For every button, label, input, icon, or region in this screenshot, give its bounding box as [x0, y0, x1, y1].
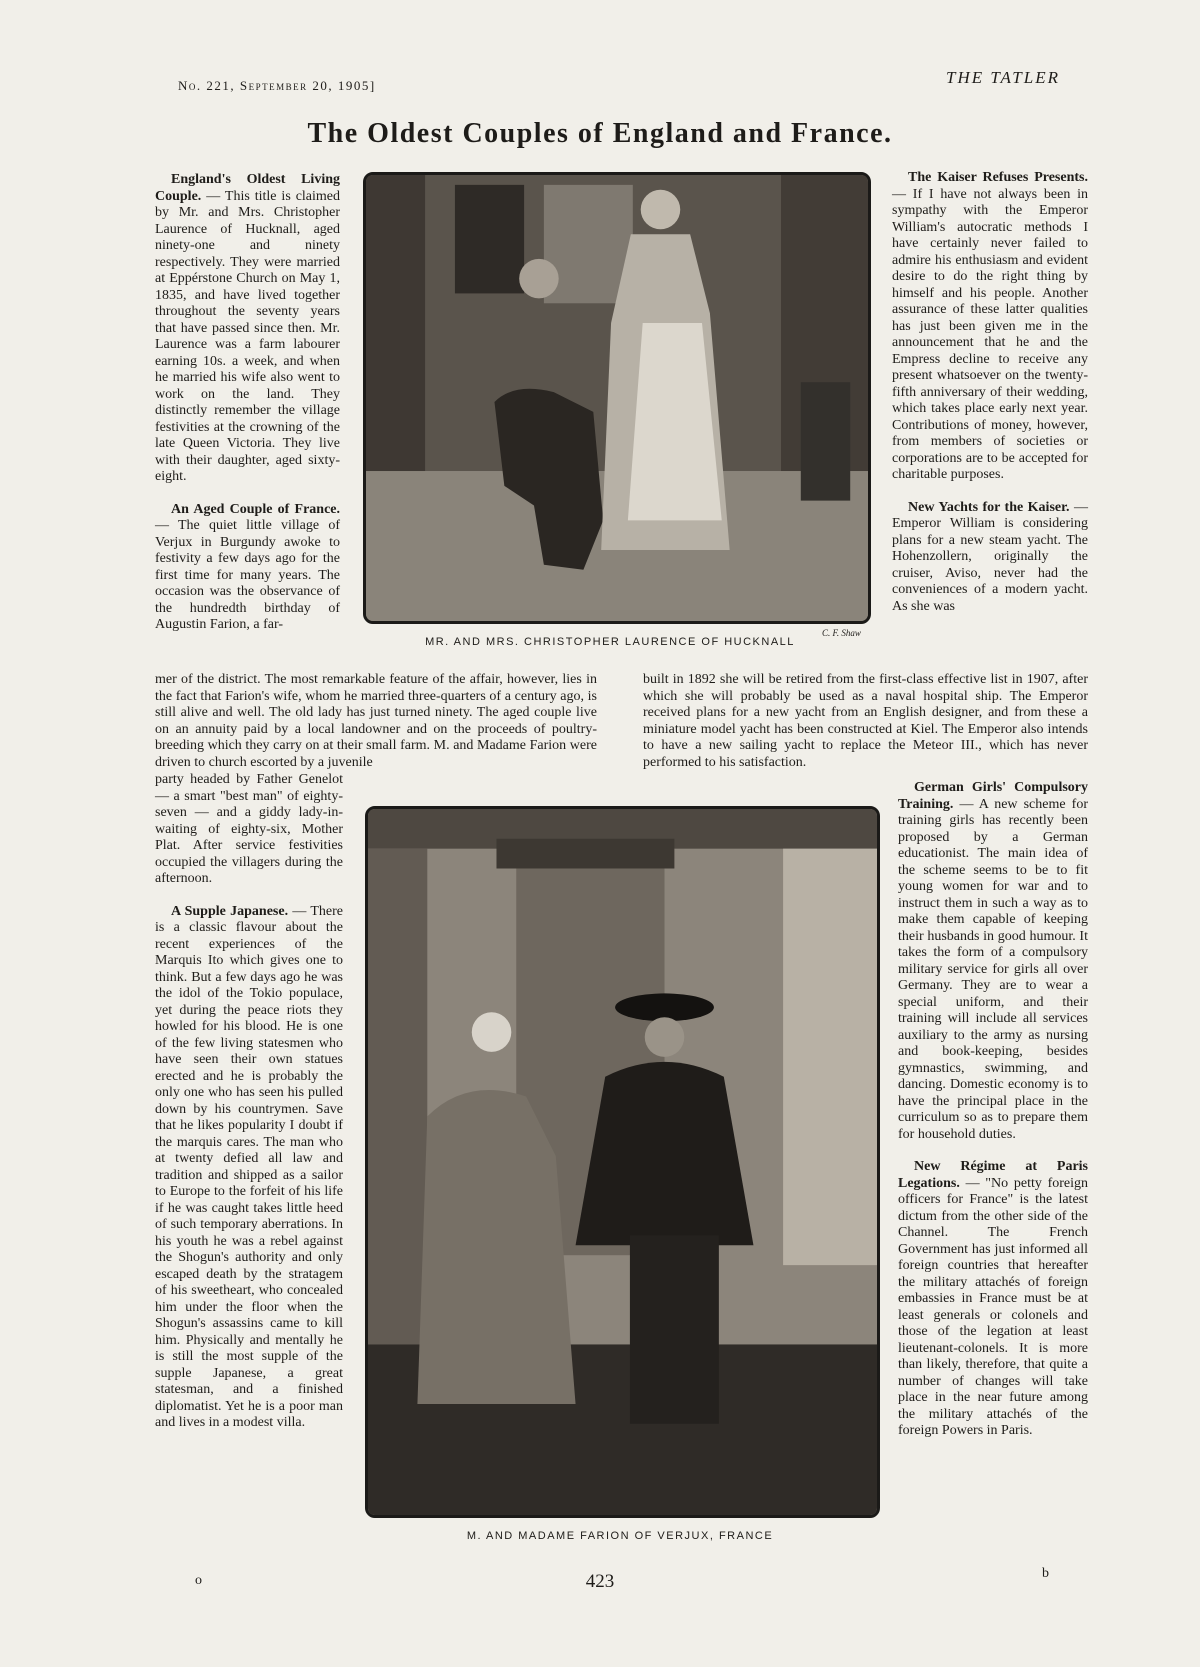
article-heading: An Aged Couple of France. — [171, 501, 340, 517]
lower-left-column — [155, 772, 343, 1432]
article-farion-continued — [155, 772, 343, 888]
photo-farion-image — [368, 809, 877, 1515]
article-france-couple — [155, 502, 340, 634]
photo-laurence-couple — [363, 172, 871, 624]
article-heading: England's Oldest Living Couple. — [155, 172, 340, 204]
continued-yacht-text: built in 1892 she will be retired from the first-class effective list in 1907, after which she will probably be used as a naval hospital ship. The Emperor received plans for a new yacht from an English designer, and from these a miniature model yacht has been constructed at Kiel. The Emperor also intends to have a new sailing yacht to replace the Meteor III., which has never performed to his satisfaction. — [643, 672, 1088, 770]
article-england-couple — [155, 172, 340, 486]
photo-farion-couple — [365, 806, 880, 1518]
photo-laurence-image — [366, 175, 868, 621]
article-heading: German Girls' Compulsory Training. — [898, 780, 1088, 812]
right-column-bottom — [898, 780, 1088, 1440]
article-body: — Emperor William is considering plans for a new steam yacht. The Hohenzollern, originally the cruiser, Aviso, never had the conveniences of a modern yacht. As she was — [892, 499, 1088, 614]
article-body: — A new scheme for training girls has recently been proposed by a German educationist. The main idea of the scheme seems to be to fit young women for war and to instruct them in such a way as to make them capable of keeping their husbands in good humour. It takes the form of a compulsory military service for girls all over Germany. They are to wear a special uniform, and their training will include all services auxiliary to the army as nursing and book-keeping, besides gymnastics, swimming, and dancing. Domestic economy is to have the principal place in the curriculum so as to prepare them for household duties. — [898, 796, 1088, 1142]
page-title: The Oldest Couples of England and France. — [307, 118, 893, 149]
photo-credit: C. F. Shaw — [822, 628, 861, 638]
article-body: — There is a classic flavour about the recent experiences of the Marquis Ito which gives one to think. But a few days ago he was the idol of the Tokio populace, yet during the peace riots they howled for his blood. He is one of the few living statesmen who have seen their own statues erected and he is probably the only one who has seen his pulled down by his countrymen. Save that he likes popularity I doubt if the marquis cares. The man who at twenty defied all law and tradition and shipped as a sailor to Europe to the forfeit of his life if he was caught takes little heed of such temporary aberrations. In his youth he was a rebel against the Shogun's authority and only escaped death by the stratagem of his sweetheart, who concealed him under the floor when the Shogun's assassins came to kill him. Physically and mentally he is still the most supple of the supple Japanese, a great statesman, and a finished diplomatist. Yet he is a poor man and lives in a modest villa. — [155, 903, 343, 1430]
footer-left-mark: o — [195, 1573, 202, 1588]
article-body: — The quiet little village of Verjux in Burgundy awoke to festivity a few days ago for the first time for many years. The occasion was the observance of the hundredth birthday of Augustin Farion, a far- — [155, 518, 340, 632]
page-number: 423 — [585, 1571, 615, 1592]
continued-farion-text: mer of the district. The most remarkable feature of the affair, however, lies in the fact that Farion's wife, whom he married three-quarters of a century ago, is still alive and well. The old lady has just turned ninety. The aged couple live on an annuity paid by a local landowner and on the proceeds of poultry-breeding which they carry on at their small farm. M. and Madame Farion were driven to church escorted by a juvenile — [155, 672, 597, 770]
article-body: — "No petty foreign officers for France" is the latest dictum from the other side of the Channel. The French Government has just informed all foreign countries that hereafter the military attachés of foreign embassies in France must be at least generals or colonels and those of the legation at least lieutenant-colonels. It is more than likely, therefore, that quite a number of changes will take place in the near future among the military attachés of the foreign Powers in Paris. — [898, 1175, 1089, 1438]
article-kaiser-presents — [892, 170, 1088, 484]
article-heading: The Kaiser Refuses Presents. — [908, 170, 1088, 185]
left-column — [155, 172, 340, 634]
article-body: party headed by Father Genelot — a smart "best man" of eighty-seven — and a giddy lady-in-waiting of eighty-six, Mother Plat. After service festivities occupied the villagers during the afternoon. — [155, 772, 343, 886]
photo-caption-top: MR. AND MRS. CHRISTOPHER LAURENCE OF HUCKNALL — [425, 636, 795, 648]
article-german-girls — [898, 780, 1088, 1143]
issue-line: No. 221, September 20, 1905] — [178, 78, 376, 93]
article-body: — If I have not always been in sympathy with the Emperor William's autocratic methods I have certainly never failed to admire his enthusiasm and evident desire to do the right thing by himself and his people. Another assurance of these latter qualities has just been given me in the announcement that he and the Empress decline to receive any present whatsoever on the twenty-fifth anniversary of their wedding, which takes place early next year. Contributions of money, however, from members of societies or corporations are to be accepted for charitable purposes. — [892, 186, 1088, 482]
article-supple-japanese — [155, 904, 343, 1432]
article-body: — This title is claimed by Mr. and Mrs. Christopher Laurence of Hucknall, aged ninety-one and ninety respectively. They were married at Eppérstone Church on May 1, 1835, and have lived together throughout the seventy years that have passed since then. Mr. Laurence was a farm labourer earning 10s. a week, and when he married his wife also went to work on the land. They distinctly remember the village festivities at the crowning of the late Queen Victoria. They live with their daughter, aged sixty-eight. — [155, 188, 341, 484]
middle-text-right — [643, 672, 1088, 771]
article-paris-legations — [898, 1159, 1088, 1440]
middle-text-left — [155, 672, 597, 771]
photo-caption-bottom: M. AND MADAME FARION OF VERJUX, FRANCE — [466, 1530, 774, 1542]
magazine-name: THE TATLER — [946, 68, 1060, 87]
article-heading: A Supple Japanese. — [171, 903, 289, 919]
right-column-top — [892, 170, 1088, 615]
article-kaiser-yachts — [892, 500, 1088, 616]
article-heading: New Régime at Paris Legations. — [898, 1159, 1088, 1191]
article-heading: New Yachts for the Kaiser. — [908, 499, 1070, 515]
footer-right-mark: b — [1042, 1566, 1049, 1581]
